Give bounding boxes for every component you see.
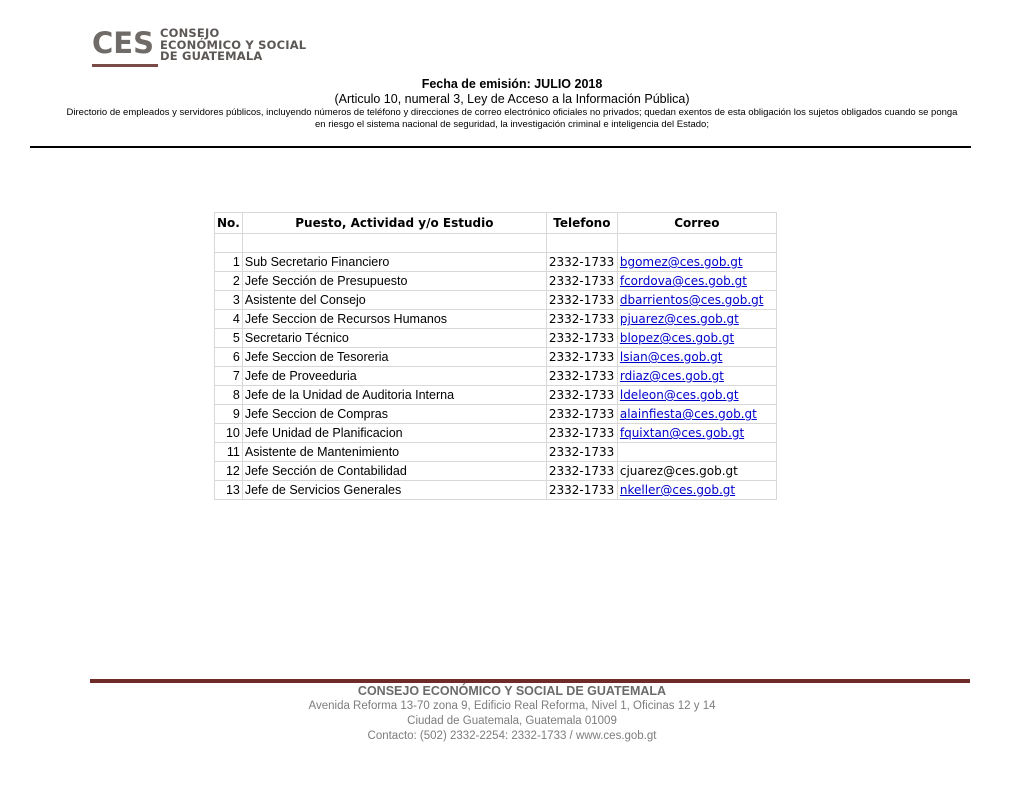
row-telefono: 2332-1733 [546,481,617,500]
header-correo: Correo [617,213,776,234]
row-number: 2 [215,272,243,291]
email-link[interactable]: bgomez@ces.gob.gt [619,255,743,269]
row-correo [617,462,776,481]
logo-line-1: CONSEJO [159,26,220,40]
email-link[interactable]: pjuarez@ces.gob.gt [619,312,739,326]
legal-article: (Articulo 10, numeral 3, Ley de Acceso a la Información Pública) [334,92,690,106]
document-footer [0,684,1024,744]
row-puesto: Sub Secretario Financiero [242,253,546,272]
footer-contact: Contacto: (502) 2332-2254: 2332-1733 / www.ces.gob.gt [367,730,657,742]
row-puesto: Jefe de la Unidad de Auditoria Interna [242,386,546,405]
row-number: 8 [215,386,243,405]
logo-mark: CES [92,26,154,60]
row-number: 6 [215,348,243,367]
row-correo [617,348,776,367]
email-link[interactable]: blopez@ces.gob.gt [619,331,735,345]
email-link[interactable]: fquixtan@ces.gob.gt [619,426,745,440]
row-puesto: Jefe Unidad de Planificacion [242,424,546,443]
table-cell [617,234,776,253]
issue-date: Fecha de emisión: JULIO 2018 [421,77,603,91]
row-number: 7 [215,367,243,386]
footer-address: Avenida Reforma 13-70 zona 9, Edificio Real Reforma, Nivel 1, Oficinas 12 y 14 [308,700,716,712]
email-text: cjuarez@ces.gob.gt [619,464,738,478]
row-number: 5 [215,329,243,348]
row-puesto: Jefe Seccion de Tesoreria [242,348,546,367]
table-row [215,481,777,500]
table-row [215,348,777,367]
table-row [215,291,777,310]
header-telefono: Telefono [546,213,617,234]
directory-description: Directorio de empleados y servidores públicos, incluyendo números de teléfono y direcciones de correo electrónico oficiales no privados; quedan exentos de esta obligación los sujetos obligados cuando se ponga en riesgo el sistema nacional de seguridad, la investigación criminal e inteligencia del Estado; [66,107,958,130]
row-correo [617,291,776,310]
row-telefono: 2332-1733 [546,253,617,272]
table-row [215,329,777,348]
row-telefono: 2332-1733 [546,405,617,424]
email-link[interactable]: ldeleon@ces.gob.gt [619,388,739,402]
table-cell [242,234,546,253]
row-number: 1 [215,253,243,272]
logo-line-2: ECONÓMICO Y SOCIAL [159,37,307,52]
row-number: 10 [215,424,243,443]
row-correo [617,443,776,462]
row-correo [617,405,776,424]
row-puesto: Jefe Sección de Contabilidad [242,462,546,481]
row-puesto: Jefe Seccion de Recursos Humanos [242,310,546,329]
row-puesto: Asistente del Consejo [242,291,546,310]
footer-organization: CONSEJO ECONÓMICO Y SOCIAL DE GUATEMALA [357,684,667,698]
header-no: No. [215,213,243,234]
row-telefono: 2332-1733 [546,291,617,310]
email-link[interactable]: lsian@ces.gob.gt [619,350,723,364]
row-telefono: 2332-1733 [546,443,617,462]
row-telefono: 2332-1733 [546,462,617,481]
table-row [215,405,777,424]
row-number: 4 [215,310,243,329]
email-link[interactable]: fcordova@ces.gob.gt [619,274,747,288]
row-puesto: Jefe Seccion de Compras [242,405,546,424]
table-body [215,234,777,500]
row-puesto: Jefe de Servicios Generales [242,481,546,500]
email-link[interactable]: dbarrientos@ces.gob.gt [619,293,764,307]
table-cell [215,234,243,253]
row-telefono: 2332-1733 [546,272,617,291]
row-number: 11 [215,443,243,462]
row-correo [617,481,776,500]
row-number: 13 [215,481,243,500]
footer-divider [90,679,970,683]
email-link[interactable]: nkeller@ces.gob.gt [619,483,736,497]
row-correo [617,386,776,405]
table-row [215,253,777,272]
table-row-empty [215,234,777,253]
email-link[interactable]: rdiaz@ces.gob.gt [619,369,724,383]
row-correo [617,253,776,272]
table-row [215,272,777,291]
row-correo [617,329,776,348]
row-telefono: 2332-1733 [546,348,617,367]
row-puesto: Jefe Sección de Presupuesto [242,272,546,291]
row-number: 12 [215,462,243,481]
table-row [215,443,777,462]
table-cell [546,234,617,253]
email-link[interactable]: alainfiesta@ces.gob.gt [619,407,757,421]
header-divider [30,146,971,148]
footer-city: Ciudad de Guatemala, Guatemala 01009 [407,715,617,727]
row-number: 9 [215,405,243,424]
row-puesto: Secretario Técnico [242,329,546,348]
table-header-row [215,213,777,234]
logo-wordmark [160,28,306,63]
logo-underline [92,64,158,67]
row-telefono: 2332-1733 [546,424,617,443]
table-row [215,386,777,405]
table-row [215,462,777,481]
row-puesto: Jefe de Proveeduria [242,367,546,386]
row-puesto: Asistente de Mantenimiento [242,443,546,462]
row-correo [617,310,776,329]
ces-logo [92,28,306,63]
row-number: 3 [215,291,243,310]
logo-line-3: DE GUATEMALA [159,49,263,63]
employee-directory-table [214,212,777,500]
row-correo [617,367,776,386]
table-row [215,367,777,386]
row-correo [617,272,776,291]
row-telefono: 2332-1733 [546,367,617,386]
row-telefono: 2332-1733 [546,386,617,405]
document-header [0,77,1024,131]
table-row [215,310,777,329]
row-correo [617,424,776,443]
row-telefono: 2332-1733 [546,310,617,329]
header-puesto: Puesto, Actividad y/o Estudio [242,213,546,234]
row-telefono: 2332-1733 [546,329,617,348]
table-row [215,424,777,443]
